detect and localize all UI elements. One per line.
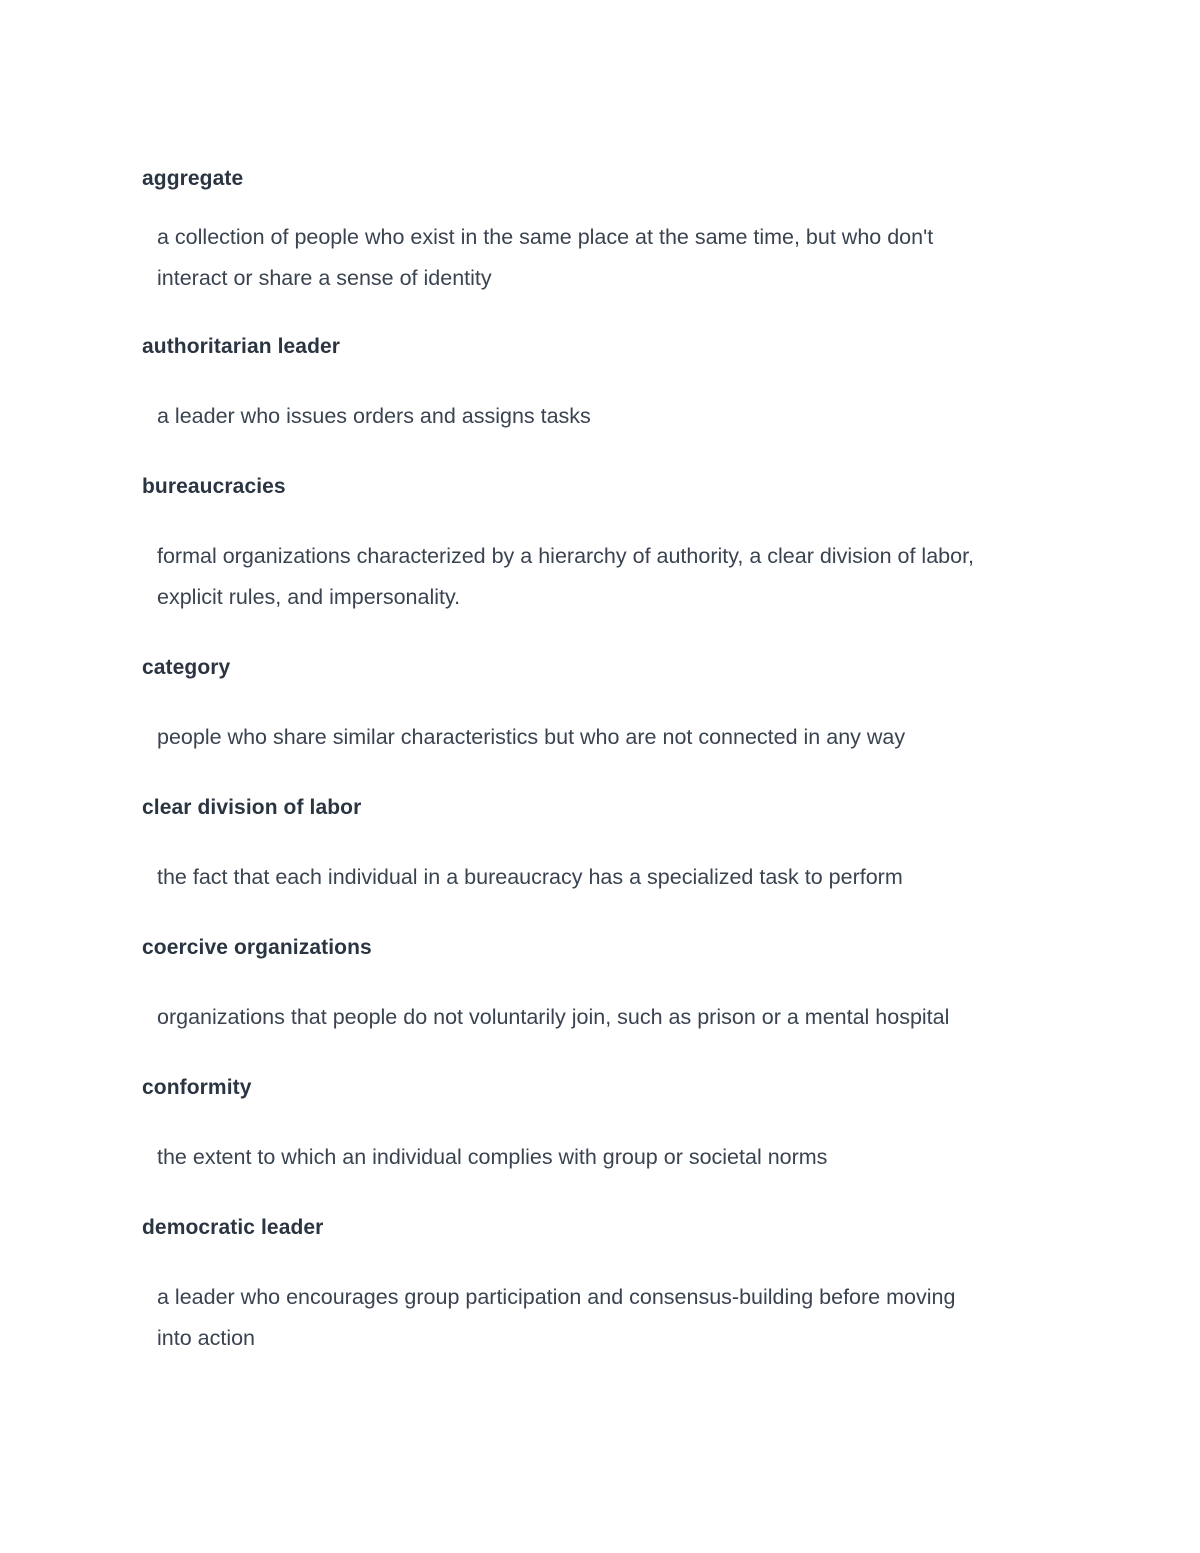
glossary-entry-conformity: [142, 1075, 1072, 1178]
definition-line: the extent to which an individual complies with group or societal norms: [157, 1145, 828, 1169]
definition-line: explicit rules, and impersonality.: [157, 585, 461, 609]
glossary-entry-coercive-organizations: [142, 935, 1072, 1038]
glossary-entry-democratic-leader: [142, 1215, 1072, 1359]
term-heading: authoritarian leader: [142, 335, 341, 358]
term-definition: [142, 857, 1072, 898]
definition-line: interact or share a sense of identity: [157, 266, 492, 290]
definition-line: a collection of people who exist in the same place at the same time, but who don't: [157, 225, 934, 249]
term-definition: [142, 536, 1072, 618]
glossary-entry-authoritarian-leader: [142, 334, 1072, 437]
glossary-entry-clear-division-of-labor: [142, 795, 1072, 898]
definition-line: a leader who encourages group participation and consensus-building before moving: [157, 1285, 956, 1309]
term-heading: aggregate: [142, 167, 244, 190]
term-heading: clear division of labor: [142, 796, 362, 819]
term-definition: [142, 217, 1072, 299]
glossary-entry-category: [142, 655, 1072, 758]
definition-line: into action: [157, 1326, 256, 1350]
term-heading: bureaucracies: [142, 475, 286, 498]
term-heading: democratic leader: [142, 1216, 324, 1239]
definition-line: formal organizations characterized by a hierarchy of authority, a clear division of labor,: [157, 544, 975, 568]
term-definition: [142, 1277, 1072, 1359]
term-heading: category: [142, 656, 231, 679]
term-definition: [142, 396, 1072, 437]
term-definition: [142, 1137, 1072, 1178]
term-heading: conformity: [142, 1076, 252, 1099]
glossary-entry-aggregate: [142, 166, 1072, 299]
definition-line: the fact that each individual in a bureaucracy has a specialized task to perform: [157, 865, 903, 889]
definition-line: organizations that people do not voluntarily join, such as prison or a mental hospital: [157, 1005, 950, 1029]
glossary-entry-bureaucracies: [142, 474, 1072, 618]
term-heading: coercive organizations: [142, 936, 372, 959]
term-definition: [142, 717, 1072, 758]
definition-line: a leader who issues orders and assigns tasks: [157, 404, 591, 428]
term-definition: [142, 997, 1072, 1038]
definition-line: people who share similar characteristics but who are not connected in any way: [157, 725, 906, 749]
